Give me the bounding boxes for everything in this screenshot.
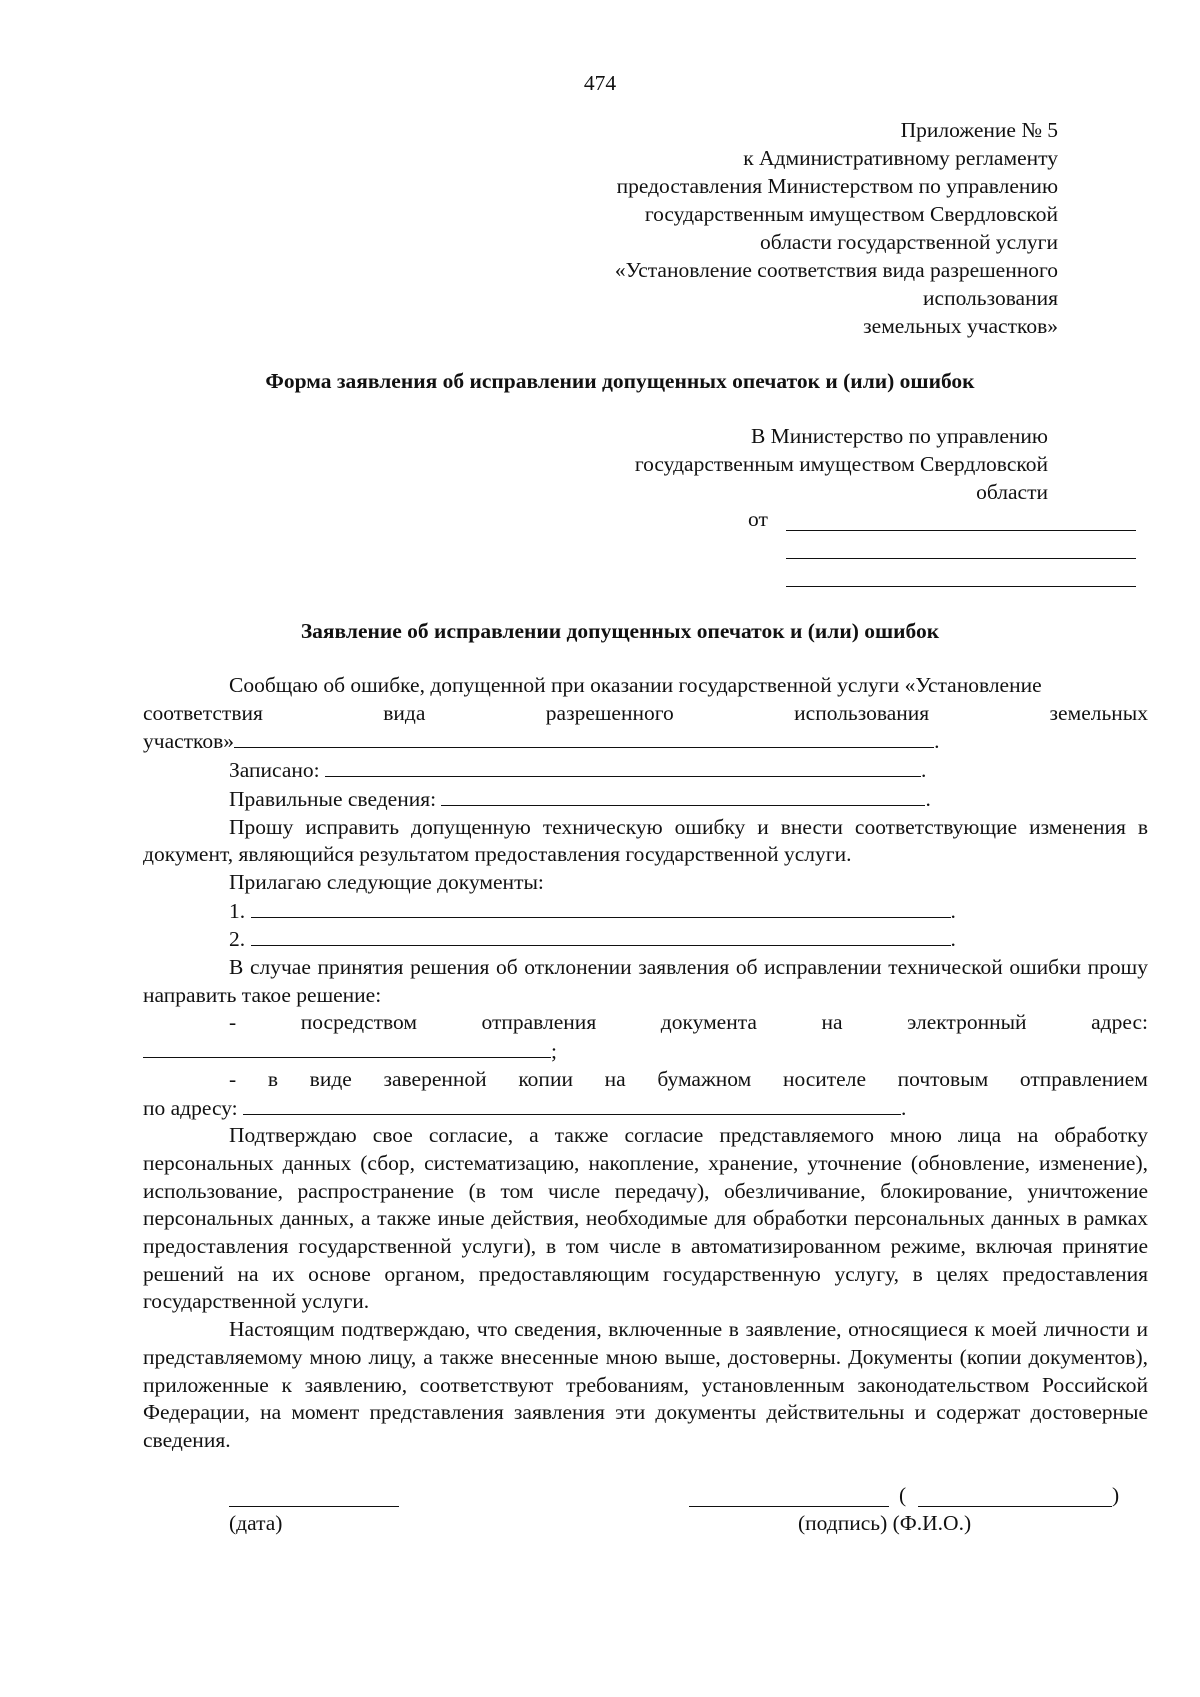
- word: копии: [518, 1066, 573, 1091]
- addressee-block: [635, 422, 1048, 506]
- word: бумажном: [657, 1066, 752, 1091]
- appendix-line: Приложение № 5: [900, 118, 1058, 142]
- statement-body: [143, 672, 1148, 1455]
- word: посредством: [300, 1010, 417, 1035]
- word: почтовым: [897, 1066, 989, 1091]
- word: разрешенного: [545, 700, 674, 725]
- word: электронный: [907, 1010, 1027, 1035]
- fio-blank[interactable]: [918, 1506, 1112, 1507]
- attach-item: 2. .: [229, 927, 956, 952]
- word: -: [229, 1010, 237, 1035]
- appendix-line: предоставления Министерством по управлению: [616, 174, 1058, 198]
- word: земельных: [1049, 700, 1148, 725]
- appendix-line: государственным имуществом Свердловской: [644, 202, 1058, 226]
- applicant-line-1[interactable]: [786, 530, 1136, 531]
- signature-caption: (подпись) (Ф.И.О.): [798, 1511, 972, 1535]
- appendix-header: [615, 116, 1058, 340]
- email-option: [143, 1009, 1148, 1037]
- email-line: ;: [143, 1037, 1148, 1066]
- appendix-line: земельных участков»: [863, 314, 1058, 338]
- page-number: 474: [583, 71, 617, 95]
- date-blank[interactable]: [229, 1506, 399, 1507]
- correct-blank[interactable]: [441, 785, 925, 806]
- attach-blank-2[interactable]: [251, 925, 951, 946]
- error-intro-line2: [143, 700, 1148, 728]
- word: документа: [660, 1010, 757, 1035]
- word: отправления: [481, 1010, 597, 1035]
- appendix-line: использования: [923, 286, 1058, 310]
- word: в: [267, 1066, 278, 1091]
- word: виде: [309, 1066, 352, 1091]
- close-paren: ): [1112, 1483, 1120, 1507]
- written-blank[interactable]: [325, 756, 921, 777]
- service-blank[interactable]: [234, 727, 934, 748]
- confirmation-text: Настоящим подтверждаю, что сведения, включенные в заявление, относящиеся к моей личности и представляемому мною лицу, а также внесенные мною выше, достоверны. Документы (копии документов), приложенные к заявлению, соответствуют требованиям, установленным законодательством Российской Федерации, на момент представления заявления эти документы действительны и содержат достоверные сведения.: [143, 1317, 1148, 1452]
- applicant-line-3[interactable]: [786, 586, 1136, 587]
- date-caption: (дата): [229, 1511, 283, 1535]
- appendix-line: к Административному регламенту: [743, 146, 1058, 170]
- address-label: по адресу:: [143, 1095, 238, 1120]
- appendix-line: «Установление соответствия вида разрешенного: [614, 258, 1058, 282]
- word: использования: [794, 700, 930, 725]
- service-line: участков» .: [143, 729, 940, 754]
- word: носителе: [782, 1066, 866, 1091]
- word: вида: [383, 700, 426, 725]
- word: на: [604, 1066, 626, 1091]
- word: на: [821, 1010, 843, 1035]
- addressee-line: В Министерство по управлению: [750, 424, 1048, 448]
- signature-blank[interactable]: [689, 1506, 889, 1507]
- applicant-line-2[interactable]: [786, 558, 1136, 559]
- address-line: по адресу: .: [143, 1095, 907, 1120]
- consent-text: Подтверждаю свое согласие, а также согласие представляемого мною лица на обработку персональных данных (сбор, систематизацию, накопление, хранение, уточнение (обновление, изменение), использование, распространение (в том числе передачу), обезличивание, блокирование, уничтожение персональных данных, а также иные действия, необходимые для обработки персональных данных в рамках предоставления государственной услуги), в том числе в автоматизированном режиме, включая принятие решений на их основе органом, предоставляющим государственную услугу, в целях предоставления государственной услуги.: [143, 1123, 1148, 1314]
- form-title: Форма заявления об исправлении допущенных опечаток и (или) ошибок: [265, 369, 975, 393]
- attach-number: 1.: [229, 898, 246, 923]
- attach-item: 1. .: [229, 898, 956, 923]
- paper-option: [143, 1066, 1148, 1094]
- word: адрес:: [1091, 1010, 1148, 1035]
- addressee-line: области: [976, 480, 1048, 504]
- attach-blank-1[interactable]: [251, 897, 951, 918]
- signature-row: [0, 1480, 1200, 1560]
- correct-line: Правильные сведения: .: [229, 786, 931, 811]
- rejection-text: В случае принятия решения об отклонении заявления об исправлении технической ошибки прошу направить такое решение:: [143, 955, 1148, 1007]
- written-label: Записано:: [229, 758, 320, 783]
- request-text: Прошу исправить допущенную техническую ошибку и внести соответствующие изменения в документ, являющийся результатом предоставления государственной услуги.: [143, 814, 1148, 867]
- word: соответствия: [143, 700, 263, 725]
- correct-label: Правильные сведения:: [229, 786, 437, 811]
- from-label: от: [748, 507, 768, 531]
- word: заверенной: [383, 1066, 487, 1091]
- written-line: Записано: .: [229, 758, 927, 783]
- word: -: [229, 1066, 237, 1091]
- appendix-line: области государственной услуги: [760, 230, 1058, 254]
- attach-label: Прилагаю следующие документы:: [229, 869, 544, 894]
- error-intro-end: участков»: [143, 729, 235, 754]
- attach-number: 2.: [229, 927, 246, 952]
- email-blank[interactable]: [143, 1037, 551, 1058]
- error-intro: Сообщаю об ошибке, допущенной при оказании государственной услуги «Установление: [229, 673, 1042, 697]
- addressee-line: государственным имуществом Свердловской: [634, 452, 1048, 476]
- from-fields: [748, 506, 1138, 534]
- word: отправлением: [1019, 1066, 1148, 1091]
- address-blank[interactable]: [243, 1094, 901, 1115]
- open-paren: (: [899, 1483, 907, 1507]
- statement-title: Заявление об исправлении допущенных опечаток и (или) ошибок: [300, 619, 940, 643]
